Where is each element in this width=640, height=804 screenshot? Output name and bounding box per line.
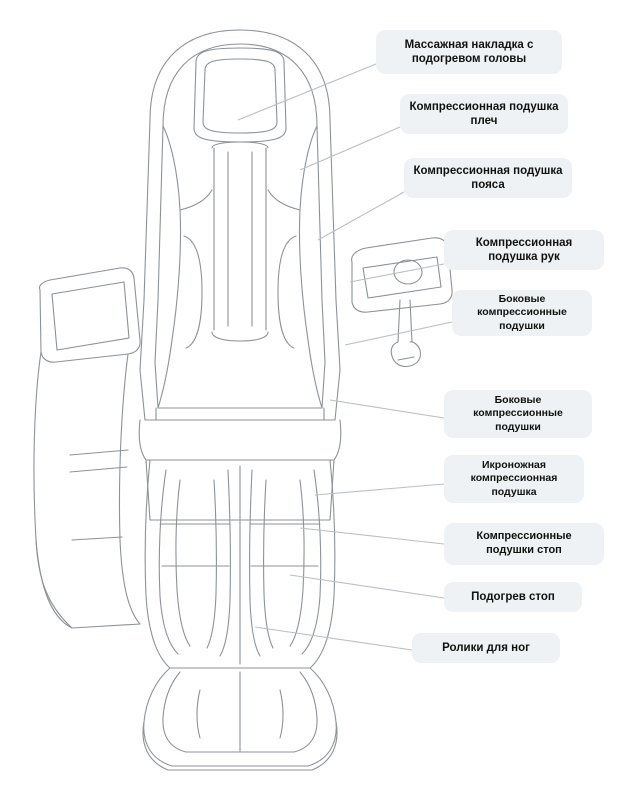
callout-label: Компрессионная подушка пояса xyxy=(413,164,563,191)
leader-line xyxy=(330,400,444,418)
callout-side-compression-pillows-lower[interactable] xyxy=(444,390,592,438)
leader-line xyxy=(345,322,452,345)
callout-arm-compression-pillow[interactable] xyxy=(444,230,604,270)
callout-head-heat-massage-pad[interactable] xyxy=(376,30,562,74)
leader-line xyxy=(300,528,444,544)
callout-label: Боковые компрессионные подушки xyxy=(477,293,567,332)
leader-line xyxy=(238,64,376,120)
callout-label: Компрессионные подушки стоп xyxy=(476,530,572,556)
callout-waist-compression-pillow[interactable] xyxy=(404,158,572,198)
callout-label: Ролики для ног xyxy=(442,641,530,654)
leader-line xyxy=(315,484,444,495)
leader-line xyxy=(318,192,404,240)
callout-foot-heating[interactable] xyxy=(444,582,582,612)
leader-line xyxy=(350,264,444,282)
callout-label: Боковые компрессионные подушки xyxy=(473,394,563,433)
callout-label: Компрессионная подушка рук xyxy=(475,236,573,263)
leader-line xyxy=(300,127,400,170)
callout-calf-compression-pillow[interactable] xyxy=(444,455,584,503)
leader-line xyxy=(290,575,444,598)
callout-foot-compression-pillows[interactable] xyxy=(444,523,604,565)
callout-label: Массажная накладка с подогревом головы xyxy=(404,38,534,65)
callout-side-compression-pillows-upper[interactable] xyxy=(452,290,592,336)
callout-label: Подогрев стоп xyxy=(471,590,555,603)
callout-shoulder-compression-pillow[interactable] xyxy=(400,94,568,134)
leader-line xyxy=(255,627,412,650)
callout-label: Икроножная компрессионная подушка xyxy=(470,459,558,498)
callout-label: Компрессионная подушка плеч xyxy=(409,100,559,127)
callout-foot-rollers[interactable] xyxy=(412,633,560,663)
